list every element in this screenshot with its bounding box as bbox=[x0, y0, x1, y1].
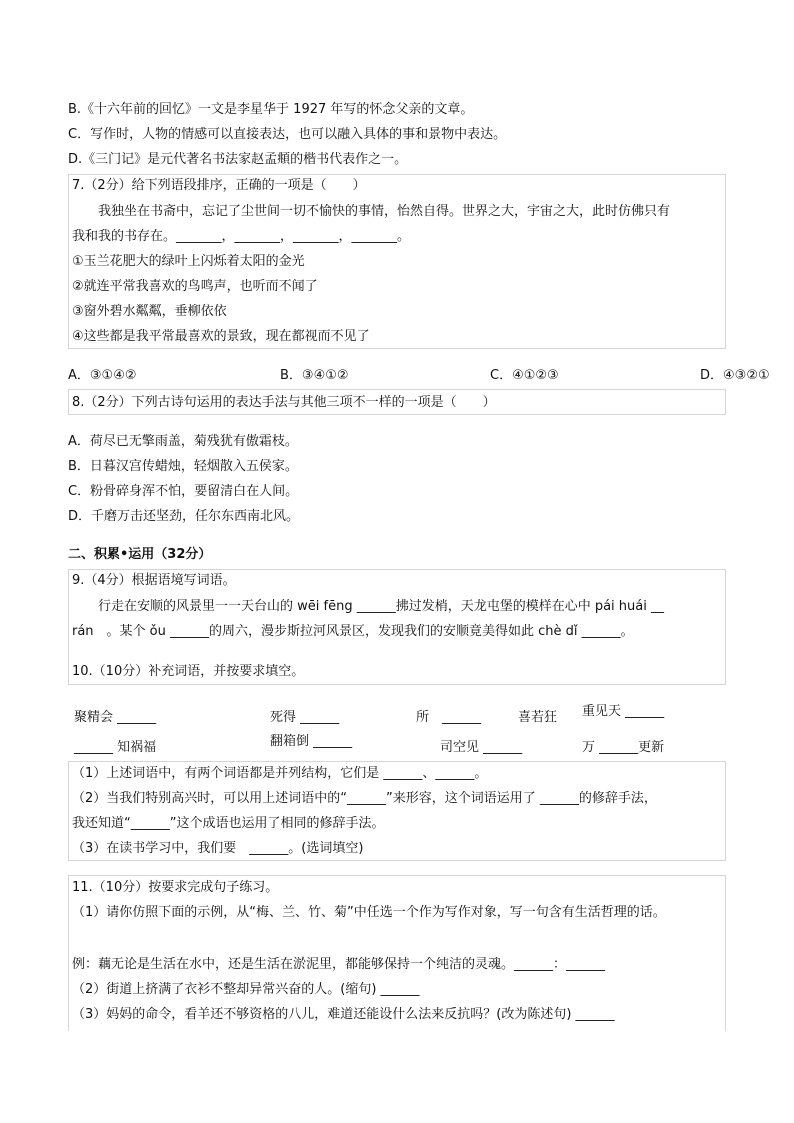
q10-sub-2a: （2）当我们特别高兴时，可以用上述词语中的“______”来形容，这个词语运用了 ______的修辞手法， bbox=[72, 791, 657, 806]
q9-line2: rán 。某个 ǒu ______的周六，漫步斯拉河风景区，发现我们的安顺竟美得如此 chè dǐ ______。 bbox=[72, 624, 634, 639]
q10-sub-3: （3）在读书学习中，我们要 ______。(选词填空) bbox=[72, 841, 364, 856]
q6-option-b: B.《十六年前的回忆》一文是李星华于 1927 年写的怀念父亲的文章。 bbox=[68, 102, 474, 117]
q7-option-d: D．④③②① bbox=[700, 368, 770, 383]
q6-option-d: D.《三门记》是元代著名书法家赵孟頫的楷书代表作之一。 bbox=[68, 152, 408, 167]
q11-example: 例：藕无论是生活在水中，还是生活在淤泥里，都能够保持一个纯洁的灵魂。______：______ bbox=[72, 957, 606, 972]
q8-option-c: C．粉骨碎身浑不怕，要留清白在人间。 bbox=[68, 484, 299, 499]
q11-sub-2: （2）街道上挤满了衣衫不整却异常兴奋的人。(缩句) ______ bbox=[72, 982, 420, 997]
q10-word-3: 所 ______ bbox=[416, 710, 482, 725]
q10-word-9: 万 ______更新 bbox=[582, 740, 665, 755]
q10-word-4: 喜若狂 bbox=[518, 710, 558, 725]
q8-option-b: B．日暮汉宫传蜡烛，轻烟散入五侯家。 bbox=[68, 459, 298, 474]
q7-item-1: ①玉兰花肥大的绿叶上闪烁着太阳的金光 bbox=[72, 254, 305, 269]
q8-option-a: A．荷尽已无擎雨盖，菊残犹有傲霜枝。 bbox=[68, 434, 298, 449]
q9-line1: 行走在安顺的风景里一一天台山的 wēi fēng ______拂过发梢，天龙屯堡的模样在心中 pái huái __ bbox=[98, 599, 664, 614]
q7-option-c: C．④①②③ bbox=[490, 368, 559, 383]
q11-sub-3: （3）妈妈的命令，看羊还不够资格的八儿，难道还能设什么法来反抗吗？(改为陈述句) ______ bbox=[72, 1007, 615, 1022]
q7-para-line2: 我和我的书存在。_______，_______，_______，_______。 bbox=[72, 229, 411, 244]
q10-word-7: 翻箱倒 ______ bbox=[270, 734, 353, 749]
q7-option-b: B．③④①② bbox=[280, 368, 349, 383]
q11-stem: 11.（10分）按要求完成句子练习。 bbox=[72, 880, 279, 895]
q10-stem: 10.（10分）补充词语，并按要求填空。 bbox=[72, 664, 305, 679]
q10-sub-2b: 我还知道“______”这个成语也运用了相同的修辞手法。 bbox=[72, 816, 385, 831]
q10-word-5: 重见天 ______ bbox=[582, 704, 665, 719]
q10-word-2: 死得 ______ bbox=[270, 710, 340, 725]
q7-item-2: ②就连平常我喜欢的鸟鸣声，也听而不闻了 bbox=[72, 279, 318, 294]
section-2-title: 二、积累•运用（32分） bbox=[68, 547, 212, 562]
q10-word-8: 司空见 ______ bbox=[440, 740, 523, 755]
q11-sub-1: （1）请你仿照下面的示例，从“梅、兰、竹、菊”中任选一个作为写作对象，写一句含有生活哲理的话。 bbox=[72, 905, 666, 920]
q8-option-d: D．千磨万击还坚劲，任尔东西南北风。 bbox=[68, 509, 300, 524]
q9-stem: 9.（4分）根据语境写词语。 bbox=[72, 573, 236, 588]
q8-stem: 8.（2分）下列古诗句运用的表达手法与其他三项不一样的一项是（ ） bbox=[72, 395, 496, 410]
q10-word-1: 聚精会 ______ bbox=[74, 710, 157, 725]
q10-sub-1: （1）上述词语中，有两个词语都是并列结构，它们是 ______、______。 bbox=[72, 766, 488, 781]
q7-stem: 7.（2分）给下列语段排序，正确的一项是（ ） bbox=[72, 178, 366, 193]
q10-word-6: ______ 知祸福 bbox=[74, 740, 157, 755]
q7-item-3: ③窗外碧水粼粼，垂柳依依 bbox=[72, 304, 227, 319]
q7-item-4: ④这些都是我平常最喜欢的景致，现在都视而不见了 bbox=[72, 329, 370, 344]
q7-para-line1: 我独坐在书斋中，忘记了尘世间一切不愉快的事情，怡然自得。世界之大，宇宙之大，此时仿佛只有 bbox=[98, 204, 671, 219]
q6-option-c: C．写作时，人物的情感可以直接表达，也可以融入具体的事和景物中表达。 bbox=[68, 127, 507, 142]
q7-option-a: A．③①④② bbox=[68, 368, 137, 383]
